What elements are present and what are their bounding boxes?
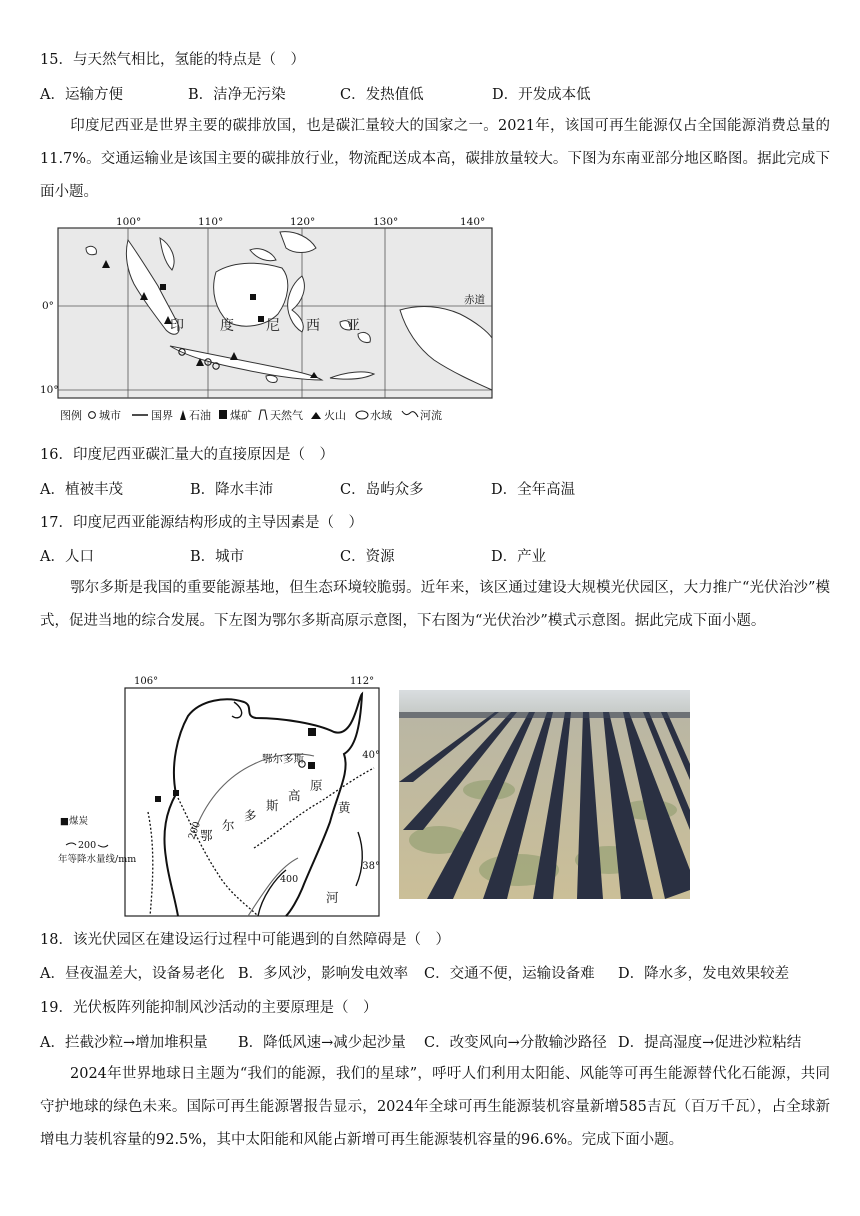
legend-city: 城市	[99, 409, 121, 422]
q18-option-a: A．昼夜温差大，设备易老化	[40, 966, 225, 982]
legend-river: 河流	[420, 409, 442, 422]
legend-border: 国界	[151, 409, 173, 422]
q17-option-a: A．人口	[40, 549, 94, 565]
city-icon	[89, 412, 96, 419]
plateau-char-5: 高	[288, 788, 301, 803]
volcano-icon	[311, 412, 321, 419]
map1-country-char-4: 西	[306, 318, 320, 334]
q15-option-b: B．洁净无污染	[188, 87, 286, 103]
isohyet-icon-right	[98, 845, 108, 847]
q18-option-d: D．降水多，发电效果较差	[618, 966, 790, 982]
plateau-char-4: 斯	[266, 798, 279, 813]
passage-ordos	[40, 572, 830, 638]
map1-country-char-1: 印	[170, 318, 184, 334]
legend-water: 水域	[370, 409, 392, 422]
yellow-river-char-2: 河	[326, 890, 339, 905]
map1-lat-10: 10°	[40, 384, 59, 396]
q17-option-b: B．城市	[190, 549, 245, 565]
q16-option-d: D．全年高温	[491, 482, 576, 498]
solar-farm-photo	[399, 690, 690, 899]
map1-country-char-3: 尼	[266, 318, 280, 334]
map1-lon-130: 130°	[373, 216, 399, 228]
passage-earth-day	[40, 1058, 830, 1157]
legend-volcano: 火山	[324, 409, 346, 422]
plateau-char-1: 鄂	[200, 828, 213, 843]
q16-option-b: B．降水丰沛	[190, 482, 274, 498]
map1-lon-120: 120°	[290, 216, 316, 228]
passage-ordos-text: 鄂尔多斯是我国的重要能源基地，但生态环境较脆弱。近年来，该区通过建设大规模光伏园区，大力推广“光伏治沙”模式，促进当地的综合发展。下左图为鄂尔多斯高原示意图，下右图为“光伏治沙”模式示意图。据此完成下面小题。	[40, 580, 830, 629]
map1-lon-100: 100°	[116, 216, 142, 228]
question-16-stem: 16．印度尼西亚碳汇量大的直接原因是（ ）	[40, 447, 334, 463]
question-18-stem: 18．该光伏园区在建设运行过程中可能遇到的自然障碍是（ ）	[40, 932, 450, 948]
passage-earth-day-text: 2024年世界地球日主题为“我们的能源，我们的星球”，呼吁人们利用太阳能、风能等可再生能源替代化石能源，共同守护地球的绿色未来。国际可再生能源署报告显示，2024年全球可再生能源装机容量新增585吉瓦（百万千瓦），占全球新增电力装机容量的92.5%，其中太阳能和风能占新增可再生能源装机容量的96.6%。完成下面小题。	[40, 1066, 830, 1148]
southeast-asia-map	[40, 214, 500, 428]
plateau-char-3: 多	[244, 808, 257, 823]
oil-icon	[180, 410, 186, 420]
river-icon	[402, 411, 418, 417]
map2-lat-38: 38°	[362, 861, 380, 872]
q17-option-d: D．产业	[491, 549, 547, 565]
coal-icon	[219, 410, 227, 419]
isohyet-200-label: 200	[186, 820, 204, 842]
map2-city-label: 鄂尔多斯	[262, 753, 304, 765]
q19-option-b: B．降低风速→减少起沙量	[238, 1035, 406, 1051]
plateau-char-6: 原	[310, 778, 323, 793]
map2-lon-106: 106°	[134, 676, 159, 687]
map1-country-char-5: 亚	[346, 318, 360, 334]
q15-option-a: A．运输方便	[40, 87, 123, 103]
q16-option-c: C．岛屿众多	[340, 482, 424, 498]
question-15-stem: 15．与天然气相比，氢能的特点是（ ）	[40, 52, 305, 68]
q18-option-c: C．交通不便，运输设备难	[424, 966, 595, 982]
question-19-stem: 19．光伏板阵列能抑制风沙活动的主要原理是（ ）	[40, 1000, 378, 1016]
gas-icon	[259, 410, 267, 420]
map2-lon-112: 112°	[350, 676, 375, 687]
map1-country-char-2: 度	[220, 318, 234, 334]
yellow-river-char-1: 黄	[338, 800, 351, 815]
passage-indonesia	[40, 110, 830, 209]
legend-isohyet-label: 年等降水量线/mm	[58, 854, 137, 865]
legend-coal: 煤矿	[230, 409, 252, 422]
plateau-char-2: 尔	[222, 818, 235, 833]
q15-option-c: C．发热值低	[340, 87, 424, 103]
map1-equator-label: 赤道	[464, 294, 485, 306]
legend-coal-label: ■煤炭	[60, 816, 88, 827]
map1-lon-110: 110°	[198, 216, 224, 228]
legend-isohyet-value: 200	[78, 840, 97, 851]
map2-lat-40: 40°	[362, 750, 380, 761]
q19-option-d: D．提高湿度→促进沙粒粘结	[618, 1035, 802, 1051]
legend-oil: 石油	[189, 409, 211, 422]
map1-legend	[60, 408, 442, 422]
isohyet-icon-left	[66, 843, 76, 845]
q19-option-c: C．改变风向→分散输沙路径	[424, 1035, 607, 1051]
q18-option-b: B．多风沙，影响发电效率	[238, 966, 409, 982]
legend-prefix: 图例	[60, 409, 82, 422]
ordos-plateau-map	[58, 672, 384, 920]
question-17-stem: 17．印度尼西亚能源结构形成的主导因素是（ ）	[40, 515, 363, 531]
q15-option-d: D．开发成本低	[492, 87, 591, 103]
map1-lon-140: 140°	[460, 216, 486, 228]
map1-lat-0: 0°	[42, 300, 54, 312]
isohyet-400-label: 400	[280, 874, 299, 885]
water-icon	[356, 411, 368, 419]
q19-option-a: A．拦截沙粒→增加堆积量	[40, 1035, 208, 1051]
q16-option-a: A．植被丰茂	[40, 482, 123, 498]
q17-option-c: C．资源	[340, 549, 395, 565]
passage-indonesia-text: 印度尼西亚是世界主要的碳排放国，也是碳汇量较大的国家之一。2021年，该国可再生能源仅占全国能源消费总量的11.7%。交通运输业是该国主要的碳排放行业，物流配送成本高，碳排放量较大。下图为东南亚部分地区略图。据此完成下面小题。	[40, 118, 830, 200]
legend-gas: 天然气	[270, 409, 303, 422]
